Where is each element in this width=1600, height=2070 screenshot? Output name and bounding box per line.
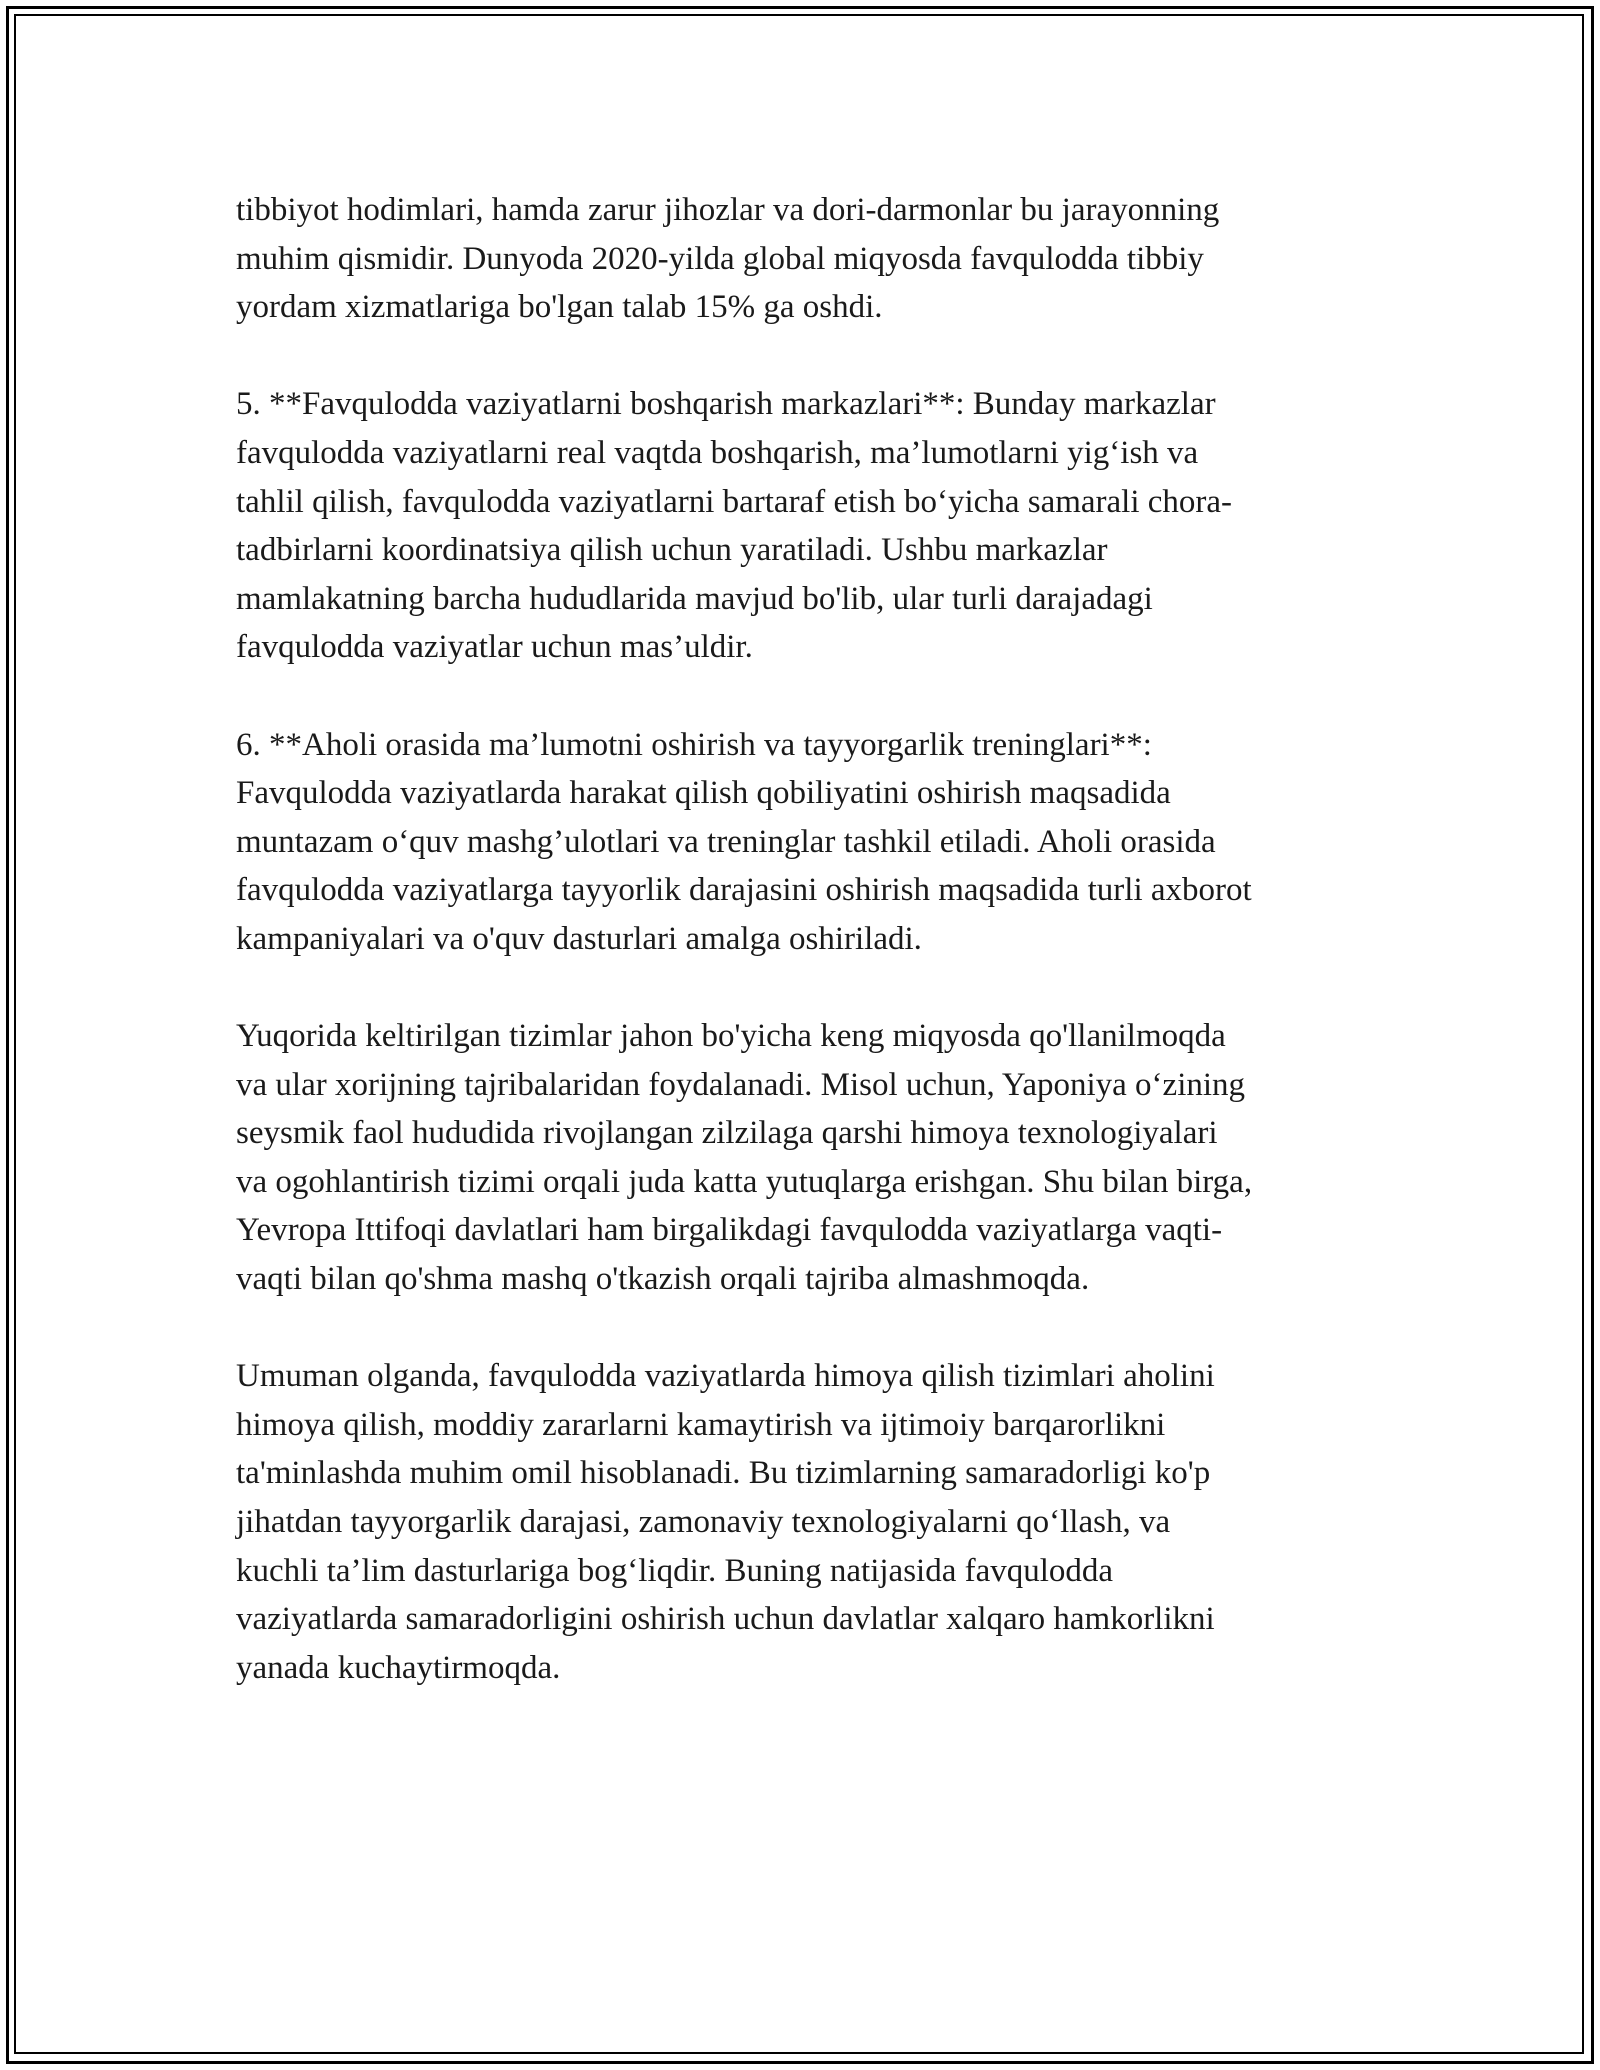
text-line: vaziyatlarda samaradorligini oshirish uchun davlatlar xalqaro hamkorlikni — [236, 1601, 1215, 1638]
text-line: va ular xorijning tajribalaridan foydalanadi. Misol uchun, Yaponiya o‘zining — [236, 1066, 1246, 1103]
paragraph-item-5 — [236, 380, 1386, 672]
text-line: himoya qilish, moddiy zararlarni kamaytirish va ijtimoiy barqarorlikni — [236, 1406, 1166, 1443]
text-line: vaqti bilan qo'shma mashq o'tkazish orqali tajriba almashmoqda. — [236, 1261, 1090, 1298]
paragraph-item-6 — [236, 721, 1386, 964]
text-line: Umuman olganda, favqulodda vaziyatlarda himoya qilish tizimlari aholini — [236, 1358, 1215, 1395]
document-body — [236, 186, 1386, 1741]
paragraph-conclusion — [236, 1352, 1386, 1692]
text-line: 5. **Favqulodda vaziyatlarni boshqarish markazlari**: Bunday markazlar — [236, 386, 1216, 423]
text-line: favqulodda vaziyatlarga tayyorlik darajasini oshirish maqsadida turli axborot — [236, 872, 1252, 909]
text-line: yordam xizmatlariga bo'lgan talab 15% ga oshdi. — [236, 289, 883, 326]
text-line: kuchli ta’lim dasturlariga bog‘liqdir. Buning natijasida favqulodda — [236, 1552, 1114, 1589]
text-line: Yuqorida keltirilgan tizimlar jahon bo'yicha keng miqyosda qo'llanilmoqda — [236, 1018, 1226, 1055]
text-line: Yevropa Ittifoqi davlatlari ham birgalikdagi favqulodda vaziyatlarga vaqti- — [236, 1212, 1223, 1249]
text-line: kampaniyalari va o'quv dasturlari amalga oshiriladi. — [236, 920, 922, 957]
text-line: seysmik faol hududida rivojlangan zilzilaga qarshi himoya texnologiyalari — [236, 1115, 1218, 1152]
paragraph-medical-staff — [236, 186, 1386, 332]
text-line: Favqulodda vaziyatlarda harakat qilish qobiliyatini oshirish maqsadida — [236, 775, 1171, 812]
text-line: favqulodda vaziyatlar uchun mas’uldir. — [236, 629, 753, 666]
text-line: yanada kuchaytirmoqda. — [236, 1649, 561, 1686]
text-line: jihatdan tayyorgarlik darajasi, zamonaviy texnologiyalarni qo‘llash, va — [236, 1504, 1171, 1541]
text-line: 6. **Aholi orasida ma’lumotni oshirish va tayyorgarlik treninglari**: — [236, 726, 1152, 763]
text-line: va ogohlantirish tizimi orqali juda katta yutuqlarga erishgan. Shu bilan birga, — [236, 1163, 1253, 1200]
text-line: tibbiyot hodimlari, hamda zarur jihozlar va dori-darmonlar bu jarayonning — [236, 192, 1220, 228]
text-line: tadbirlarni koordinatsiya qilish uchun yaratiladi. Ushbu markazlar — [236, 532, 1108, 569]
text-line: tahlil qilish, favqulodda vaziyatlarni bartaraf etish bo‘yicha samarali chora- — [236, 483, 1233, 520]
paragraph-international-experience — [236, 1012, 1386, 1304]
text-line: favqulodda vaziyatlarni real vaqtda boshqarish, ma’lumotlarni yig‘ish va — [236, 434, 1199, 471]
text-line: muhim qismidir. Dunyoda 2020-yilda global miqyosda favqulodda tibbiy — [236, 240, 1204, 277]
text-line: ta'minlashda muhim omil hisoblanadi. Bu tizimlarning samaradorligi ko'p — [236, 1455, 1211, 1492]
text-line: muntazam o‘quv mashg’ulotlari va treninglar tashkil etiladi. Aholi orasida — [236, 823, 1216, 860]
text-line: mamlakatning barcha hududlarida mavjud bo'lib, ular turli darajadagi — [236, 580, 1153, 617]
